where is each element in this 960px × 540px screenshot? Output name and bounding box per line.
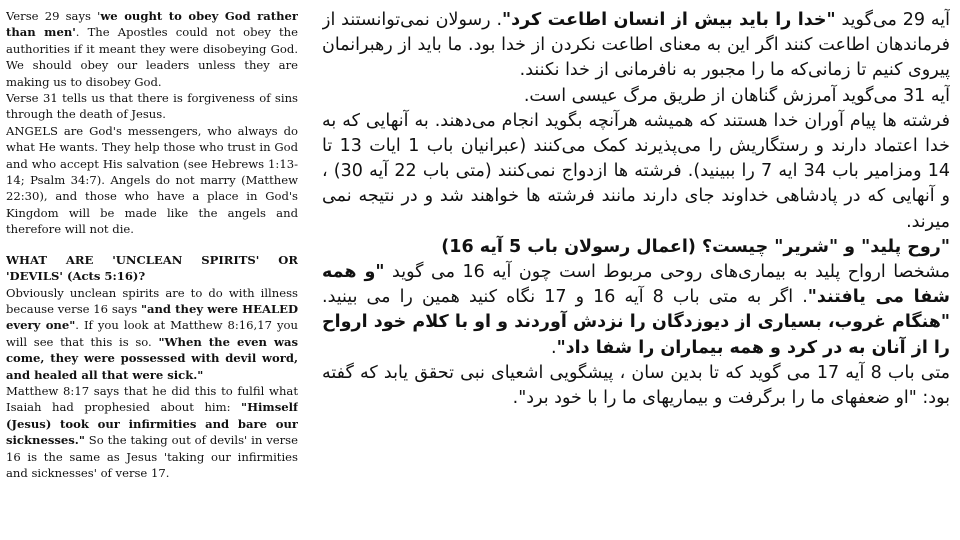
quote: "و همه شفا می یافتند" xyxy=(322,262,950,308)
quote: "When the even was come, they were possessed with devil word, and healed all that were sick." xyxy=(6,334,298,382)
english-paragraph: Verse 31 tells us that there is forgiveness of sins through the death of Jesus. xyxy=(6,91,298,122)
english-column xyxy=(6,8,298,538)
english-paragraph: Verse 29 says 'we ought to obey God rather than men'. The Apostles could not obey the authorities if it meant they were disobeying God. We should obey our leaders unless they are making us to disobey God. xyxy=(6,9,298,89)
section-heading: WHAT ARE 'UNCLEAN SPIRITS' OR 'DEVILS' (Acts 5:16)? xyxy=(6,252,298,284)
persian-paragraph: متی باب 8 آیه 17 می گوید که تا بدین سان ، پیشگویی اشعیای نبی تحقق یابد که گفته بود: "او ضعفهای ما را برگرفت و بیماریهای ما را با خود برد". xyxy=(322,362,950,409)
persian-column xyxy=(322,8,950,540)
section-heading: "روح پلید" و "شریر" چیست؟ (اعمال رسولان باب 5 آیه 16) xyxy=(441,236,950,257)
persian-paragraph: آیه 31 می‌گوید آمرزش گناهان از طریق مرگ عیسی است. xyxy=(523,85,950,106)
quote: "Himself (Jesus) took our infirmities and bare our sicknesses." xyxy=(6,400,298,448)
quote: we ought to obey God rather than men' xyxy=(6,9,298,40)
quote: "خدا را باید بیش از انسان اطاعت کرد" xyxy=(502,10,836,30)
quote: "هنگام غروب، بسیاری از دیوزدگان را نزدش آوردند و او با کلام خود ارواح را از آنان به در کرد و همه بیماران را شفا داد" xyxy=(322,312,950,358)
english-paragraph: Obviously unclean spirits are to do with illness because verse 16 says "and they were HEALED every one". If you look at Matthew 8:16,17 you will see that this is so. "When the even was come, they were possessed with devil word, and healed all that were sick." xyxy=(6,285,298,382)
persian-paragraph: آیه 29 می‌گوید "خدا را باید بیش از انسان اطاعت کرد". رسولان نمی‌توانستند از فرماندهان اطاعت کنند اگر این به معنای اطاعت نکردن از خدا بود. ما باید از رهبرانمان پیروی کنیم تا زمانی‌که ما را مجبور به نافرمانی از خدا نکنند. xyxy=(322,10,950,81)
english-paragraph: ANGELS are God's messengers, who always do what He wants. They help those who trust in God and who accept His salvation (see Hebrews 1:13-14; Psalm 34:7). Angels do not marry (Matthew 22:30), and those who have a place in God's Kingdom will be made like the angels and therefore will not die. xyxy=(6,123,298,237)
persian-paragraph: فرشته ها پیام آوران خدا هستند که همیشه هرآنچه بگوید انجام می‌دهند. به آنهایی که به خدا اعتماد دارند و رستگاریش را می‌پذیرند کمک می‌کنند (عبرانیان باب 1 ایات 13 تا 14 ومزامیر باب 34 ایه 7 را ببینید). فرشته ها ازدواج نمی‌کنند (متی باب 22 آیه 30) ، و آنهایی که در پادشاهی خداوند جای دارند مانند فرشته ها خواهند شد و در نتیجه نمی میرند. xyxy=(322,110,950,232)
persian-paragraph: مشخصا ارواح پلید به بیماری‌های روحی مربوط است چون آیه 16 می گوید "و همه شفا می یافتند". اگر به متی باب 8 آیه 16 و 17 نگاه کنید همین را می بینید. "هنگام غروب، بسیاری از دیوزدگان را نزدش آوردند و او با کلام خود ارواح را از آنان به در کرد و همه بیماران را شفا داد". xyxy=(322,262,950,358)
english-paragraph: Matthew 8:17 says that he did this to fulfil what Isaiah had prophesied about him: "Himself (Jesus) took our infirmities and bare our sicknesses." So the taking out of devils' in verse 16 is the same as Jesus 'taking our infirmities and sicknesses' of verse 17. xyxy=(6,383,298,480)
quote: "and they were HEALED every one" xyxy=(6,301,298,333)
